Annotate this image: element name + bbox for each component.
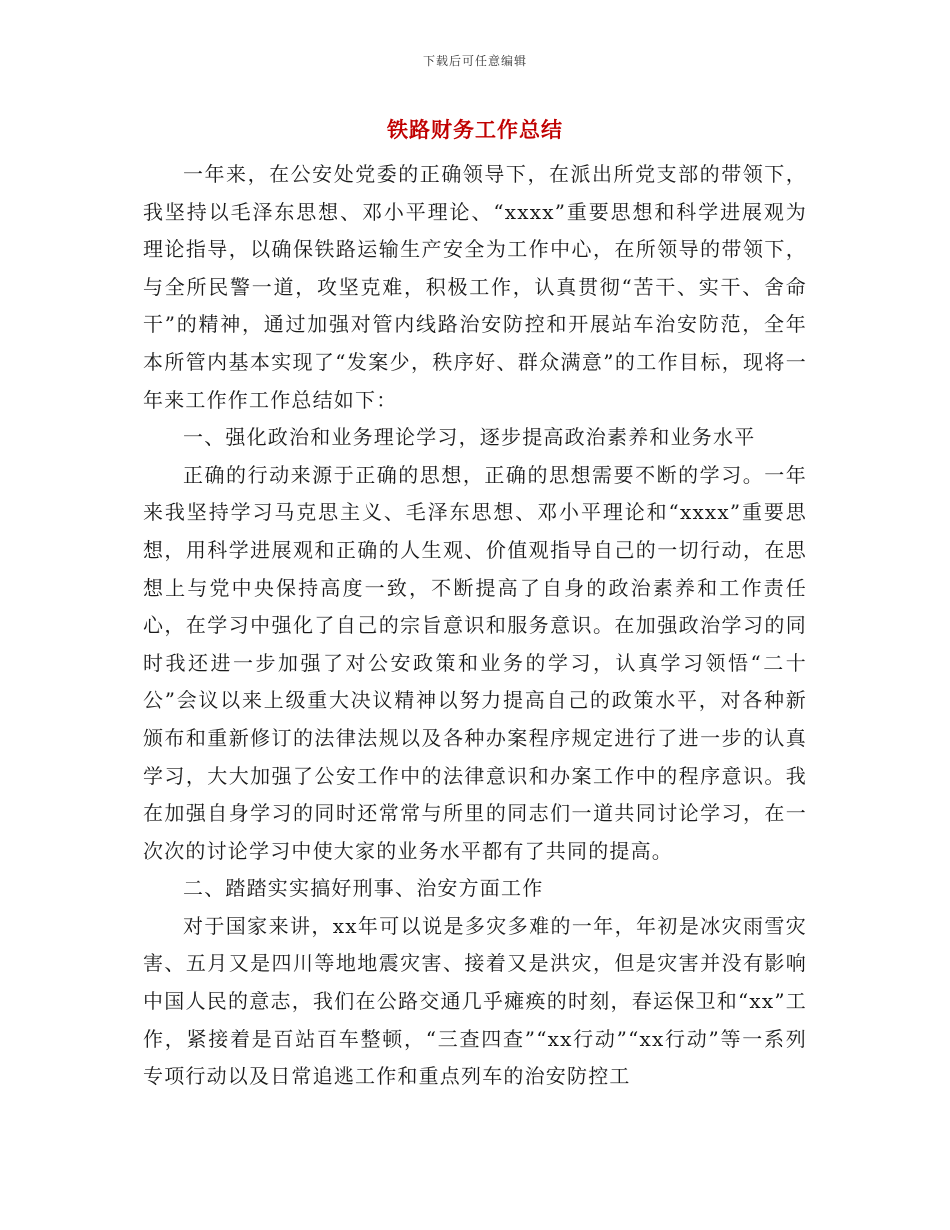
section-2-paragraph: 对于国家来讲，xx年可以说是多灾多难的一年，年初是冰灾雨雪灾害、五月又是四川等地地震灾害、接着又是洪灾，但是灾害并没有影响中国人民的意志，我们在公路交通几乎瘫痪的时刻，春运保卫和“xx”工作，紧接着是百站百车整顿，“三查四查”“xx行动”“xx行动”等一系列专项行动以及日常追逃工作和重点列车的治安防控工	[143, 913, 807, 1089]
document-body	[143, 156, 807, 1096]
header-note: 下载后可任意编辑	[422, 54, 527, 68]
document-title: 铁路财务工作总结	[387, 118, 563, 142]
section-heading-1: 一、强化政治和业务理论学习，逐步提高政治素养和业务水平	[183, 425, 756, 450]
section-1-paragraph: 正确的行动来源于正确的思想，正确的思想需要不断的学习。一年来我坚持学习马克思主义、毛泽东思想、邓小平理论和“xxxx”重要思想，用科学进展观和正确的人生观、价值观指导自己的一切行动，在思想上与党中央保持高度一致，不断提高了自身的政治素养和工作责任心，在学习中强化了自己的宗旨意识和服务意识。在加强政治学习的同时我还进一步加强了对公安政策和业务的学习，认真学习领悟“二十公”会议以来上级重大决议精神以努力提高自己的政策水平，对各种新颁布和重新修订的法律法规以及各种办案程序规定进行了进一步的认真学习，大大加强了公安工作中的法律意识和办案工作中的程序意识。我在加强自身学习的同时还常常与所里的同志们一道共同讨论学习，在一次次的讨论学习中使大家的业务水平都有了共同的提高。	[143, 462, 807, 863]
section-heading-2: 二、踏踏实实搞好刑事、治安方面工作	[183, 876, 544, 901]
intro-paragraph: 一年来，在公安处党委的正确领导下，在派出所党支部的带领下，我坚持以毛泽东思想、邓小平理论、“xxxx”重要思想和科学进展观为理论指导，以确保铁路运输生产安全为工作中心，在所领导的带领下，与全所民警一道，攻坚克难，积极工作，认真贯彻“苦干、实干、舍命干”的精神，通过加强对管内线路治安防控和开展站车治安防范，全年本所管内基本实现了“发案少，秩序好、群众满意”的工作目标，现将一年来工作作工作总结如下：	[143, 162, 807, 412]
